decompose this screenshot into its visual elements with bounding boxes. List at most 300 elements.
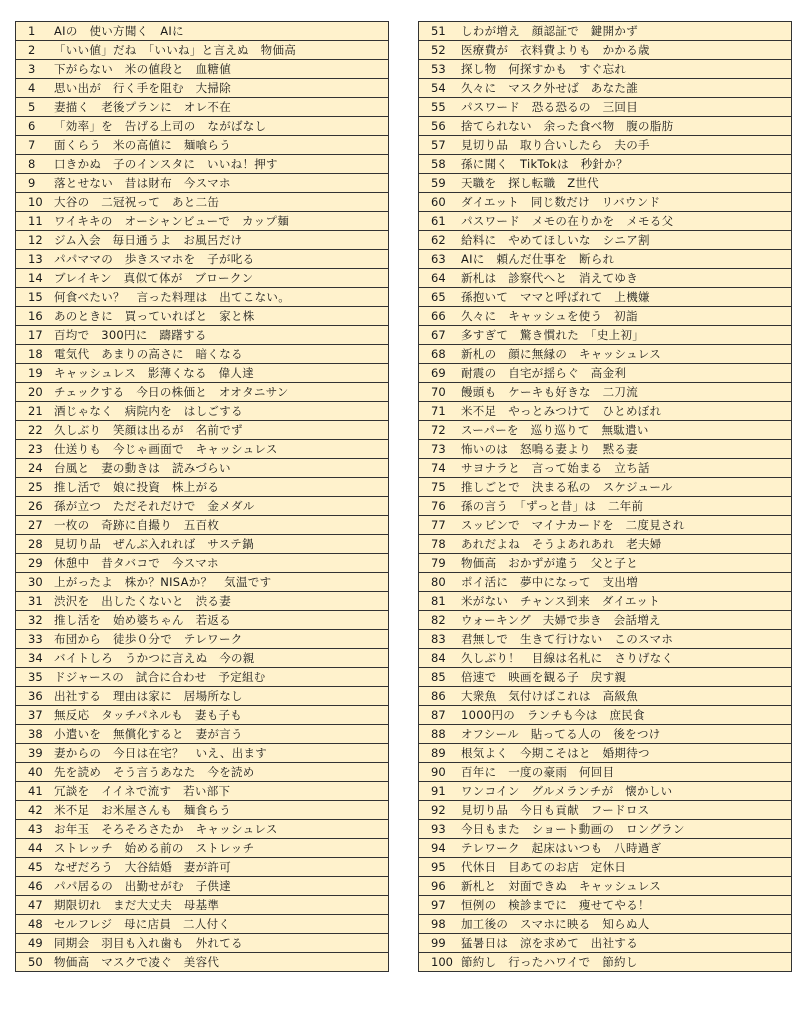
- table-row: [419, 649, 791, 668]
- row-number: 53: [431, 62, 446, 76]
- table-row: [419, 79, 791, 98]
- table-row: [16, 725, 388, 744]
- senryu-text: 新札は 診察代へと 消えてゆき: [461, 271, 638, 285]
- row-number: 24: [28, 461, 43, 475]
- row-number: 46: [28, 879, 43, 893]
- senryu-text: 同期会 羽目も入れ歯も 外れてる: [54, 936, 243, 950]
- senryu-text: 根気よく 今期こそはと 婚期待つ: [461, 746, 650, 760]
- row-number: 92: [431, 803, 446, 817]
- row-number: 3: [28, 62, 36, 76]
- table-row: [419, 326, 791, 345]
- row-number: 16: [28, 309, 43, 323]
- row-number: 32: [28, 613, 43, 627]
- senryu-text: 孫の言う 「ずっと昔」は 二年前: [461, 499, 644, 513]
- row-number: 84: [431, 651, 446, 665]
- table-row: [16, 706, 388, 725]
- table-row: [419, 98, 791, 117]
- table-row: [419, 212, 791, 231]
- table-row: [419, 839, 791, 858]
- senryu-text: 天職を 探し転職 Z世代: [461, 176, 599, 190]
- table-row: [16, 573, 388, 592]
- row-number: 17: [28, 328, 43, 342]
- senryu-text: 大谷の 二冠祝って あと二缶: [54, 195, 220, 209]
- table-row: [419, 535, 791, 554]
- senryu-text: 給料に やめてほしいな シニア割: [461, 233, 650, 247]
- table-row: [16, 782, 388, 801]
- row-number: 79: [431, 556, 446, 570]
- row-number: 66: [431, 309, 446, 323]
- table-row: [419, 136, 791, 155]
- table-row: [16, 117, 388, 136]
- table-row: [16, 79, 388, 98]
- row-number: 54: [431, 81, 446, 95]
- row-number: 83: [431, 632, 446, 646]
- senryu-text: 物価高 マスクで凌ぐ 美容代: [54, 955, 220, 969]
- senryu-text: 下がらない 米の値段と 血糖値: [54, 62, 231, 76]
- row-number: 22: [28, 423, 43, 437]
- row-number: 39: [28, 746, 43, 760]
- row-number: 31: [28, 594, 43, 608]
- row-number: 14: [28, 271, 43, 285]
- row-number: 65: [431, 290, 446, 304]
- senryu-text: 「いい値」だね 「いいね」と言えぬ 物価高: [54, 43, 297, 57]
- table-row: [16, 288, 388, 307]
- senryu-text: 多すぎて 驚き慣れた 「史上初」: [461, 328, 645, 342]
- table-row: [419, 934, 791, 953]
- senryu-text: テレワーク 起床はいつも 八時過ぎ: [461, 841, 662, 855]
- table-row: [16, 421, 388, 440]
- senryu-text: 布団から 徒歩０分で テレワーク: [54, 632, 243, 646]
- row-number: 9: [28, 176, 36, 190]
- table-row: [419, 915, 791, 934]
- senryu-text: 推しごとで 決まる私の スケジュール: [461, 480, 673, 494]
- row-number: 71: [431, 404, 446, 418]
- row-number: 12: [28, 233, 43, 247]
- table-row: [16, 269, 388, 288]
- row-number: 25: [28, 480, 43, 494]
- table-row: [16, 174, 388, 193]
- senryu-text: オフシール 貼ってる人の 後をつけ: [461, 727, 661, 741]
- row-number: 8: [28, 157, 36, 171]
- row-number: 10: [28, 195, 43, 209]
- row-number: 20: [28, 385, 43, 399]
- senryu-text: 孫が立つ ただそれだけで 金メダル: [54, 499, 255, 513]
- table-row: [16, 402, 388, 421]
- senryu-text: 捨てられない 余った食べ物 腹の脂肪: [461, 119, 674, 133]
- row-number: 68: [431, 347, 446, 361]
- table-row: [419, 858, 791, 877]
- senryu-text: 先を読め そう言うあなた 今を読め: [54, 765, 255, 779]
- row-number: 87: [431, 708, 446, 722]
- table-row: [419, 231, 791, 250]
- table-left-column: [15, 21, 389, 972]
- row-number: 37: [28, 708, 43, 722]
- table-row: [419, 554, 791, 573]
- row-number: 40: [28, 765, 43, 779]
- senryu-text: 妻からの 今日は在宅？ いえ、出ます: [54, 746, 268, 760]
- senryu-text: 口きかぬ 子のインスタに いいね！押す: [54, 157, 278, 171]
- row-number: 27: [28, 518, 43, 532]
- row-number: 56: [431, 119, 446, 133]
- senryu-text: 仕送りも 今じゃ画面で キャッシュレス: [54, 442, 278, 456]
- row-number: 73: [431, 442, 446, 456]
- senryu-text: 久しぶり！ 目線は名札に さりげなく: [461, 651, 674, 665]
- row-number: 41: [28, 784, 43, 798]
- senryu-text: 饅頭も ケーキも好きな 二刀流: [461, 385, 638, 399]
- senryu-text: 猛暑日は 涼を求めて 出社する: [461, 936, 638, 950]
- senryu-text: 冗談を イイネで流す 若い部下: [54, 784, 231, 798]
- senryu-text: 医療費が 衣料費よりも かかる歳: [461, 43, 650, 57]
- table-row: [419, 155, 791, 174]
- senryu-text: セルフレジ 母に店員 二人付く: [54, 917, 231, 931]
- row-number: 88: [431, 727, 446, 741]
- senryu-text: 米がない チャンス到来 ダイエット: [461, 594, 660, 608]
- table-row: [419, 193, 791, 212]
- table-row: [419, 877, 791, 896]
- senryu-text: 君無しで 生きて行けない このスマホ: [461, 632, 674, 646]
- table-row: [16, 820, 388, 839]
- senryu-text: 孫に聞く TikTokは 秒針か？: [461, 157, 628, 171]
- row-number: 30: [28, 575, 43, 589]
- row-number: 85: [431, 670, 446, 684]
- row-number: 76: [431, 499, 446, 513]
- table-row: [16, 383, 388, 402]
- row-number: 7: [28, 138, 36, 152]
- row-number: 26: [28, 499, 43, 513]
- table-row: [16, 858, 388, 877]
- table-row: [16, 345, 388, 364]
- row-number: 36: [28, 689, 43, 703]
- senryu-text: サヨナラと 言って始まる 立ち話: [461, 461, 650, 475]
- row-number: 80: [431, 575, 446, 589]
- senryu-text: 新札と 対面できぬ キャッシュレス: [461, 879, 662, 893]
- senryu-text: 物価高 おかずが違う 父と子と: [461, 556, 638, 570]
- table-row: [16, 630, 388, 649]
- row-number: 67: [431, 328, 446, 342]
- senryu-text: ストレッチ 始める前の ストレッチ: [54, 841, 255, 855]
- table-row: [419, 668, 791, 687]
- table-row: [419, 478, 791, 497]
- row-number: 69: [431, 366, 446, 380]
- table-row: [16, 915, 388, 934]
- senryu-text: スッピンで マイナカードを 二度見され: [461, 518, 685, 532]
- row-number: 29: [28, 556, 43, 570]
- table-row: [419, 782, 791, 801]
- table-row: [419, 174, 791, 193]
- senryu-text: ブレイキン 真似て体が ブロークン: [54, 271, 254, 285]
- table-row: [419, 592, 791, 611]
- senryu-text: ドジャースの 試合に合わせ 予定組む: [54, 670, 266, 684]
- senryu-text: 推し活を 始め婆ちゃん 若返る: [54, 613, 231, 627]
- table-row: [16, 60, 388, 79]
- table-row: [419, 573, 791, 592]
- table-row: [16, 22, 388, 41]
- table-row: [16, 307, 388, 326]
- senryu-text: ダイエット 同じ数だけ リバウンド: [461, 195, 661, 209]
- table-row: [16, 896, 388, 915]
- row-number: 4: [28, 81, 36, 95]
- row-number: 18: [28, 347, 43, 361]
- table-row: [419, 763, 791, 782]
- row-number: 57: [431, 138, 446, 152]
- senryu-text: 孫抱いて ママと呼ばれて 上機嫌: [461, 290, 650, 304]
- row-number: 61: [431, 214, 446, 228]
- row-number: 94: [431, 841, 446, 855]
- table-row: [419, 117, 791, 136]
- table-row: [16, 193, 388, 212]
- senryu-text: バイトしろ うかつに言えぬ 今の親: [54, 651, 255, 665]
- senryu-text: 加工後の スマホに映る 知らぬ人: [461, 917, 650, 931]
- table-row: [419, 269, 791, 288]
- row-number: 96: [431, 879, 446, 893]
- table-row: [419, 41, 791, 60]
- senryu-text: ワンコイン グルメランチが 懐かしい: [461, 784, 673, 798]
- row-number: 98: [431, 917, 446, 931]
- table-row: [419, 459, 791, 478]
- row-number: 91: [431, 784, 446, 798]
- table-row: [16, 459, 388, 478]
- row-number: 2: [28, 43, 36, 57]
- row-number: 99: [431, 936, 446, 950]
- senryu-text: ジム入会 毎日通うよ お風呂だけ: [54, 233, 243, 247]
- senryu-text: 米不足 やっとみつけて ひとめぼれ: [461, 404, 662, 418]
- senryu-text: 上がったよ 株か？NISAか？ 気温です: [54, 575, 272, 589]
- table-row: [16, 98, 388, 117]
- row-number: 13: [28, 252, 43, 266]
- table-row: [419, 60, 791, 79]
- senryu-text: 久しぶり 笑顔は出るが 名前でず: [54, 423, 243, 437]
- row-number: 90: [431, 765, 446, 779]
- senryu-text: パパママの 歩きスマホを 子が叱る: [54, 252, 255, 266]
- senryu-text: 電気代 あまりの高さに 暗くなる: [54, 347, 243, 361]
- row-number: 97: [431, 898, 446, 912]
- table-row: [419, 421, 791, 440]
- senryu-text: ポイ活に 夢中になって 支出増: [461, 575, 638, 589]
- senryu-text: 恒例の 検診までに 痩せてやる！: [461, 898, 650, 912]
- table-row: [16, 934, 388, 953]
- row-number: 48: [28, 917, 43, 931]
- row-number: 38: [28, 727, 43, 741]
- table-row: [16, 535, 388, 554]
- table-row: [419, 744, 791, 763]
- row-number: 59: [431, 176, 446, 190]
- senryu-text: しわが増え 顔認証で 鍵開かず: [461, 24, 638, 38]
- row-number: 74: [431, 461, 446, 475]
- senryu-text: 推し活で 娘に投資 株上がる: [54, 480, 220, 494]
- row-number: 6: [28, 119, 36, 133]
- table-row: [16, 554, 388, 573]
- table-row: [419, 516, 791, 535]
- row-number: 63: [431, 252, 446, 266]
- senryu-text: 落とせない 昔は財布 今スマホ: [54, 176, 231, 190]
- table-row: [16, 136, 388, 155]
- senryu-text: 渋沢を 出したくないと 渋る妻: [54, 594, 231, 608]
- senryu-text: 一枚の 奇跡に自撮り 五百枚: [54, 518, 220, 532]
- senryu-text: 期限切れ まだ大丈夫 母基準: [54, 898, 220, 912]
- senryu-text: 見切り品 ぜんぶ入れれば サステ鍋: [54, 537, 254, 551]
- row-number: 45: [28, 860, 43, 874]
- senryu-text: あのときに 買っていればと 家と株: [54, 309, 255, 323]
- senryu-text: 1000円の ランチも今は 庶民食: [461, 708, 645, 722]
- senryu-text: 倍速で 映画を観る子 戻す親: [461, 670, 627, 684]
- row-number: 78: [431, 537, 446, 551]
- table-row: [419, 630, 791, 649]
- senryu-text: スーパーを 巡り巡りて 無駄遣い: [461, 423, 649, 437]
- row-number: 70: [431, 385, 446, 399]
- row-number: 35: [28, 670, 43, 684]
- table-row: [419, 440, 791, 459]
- row-number: 44: [28, 841, 43, 855]
- table-row: [419, 22, 791, 41]
- senryu-text: 米不足 お米屋さんも 麺食らう: [54, 803, 231, 817]
- row-number: 49: [28, 936, 43, 950]
- row-number: 93: [431, 822, 446, 836]
- table-row: [419, 611, 791, 630]
- row-number: 77: [431, 518, 446, 532]
- row-number: 86: [431, 689, 446, 703]
- table-row: [16, 497, 388, 516]
- senryu-text: 探し物 何探すかも すぐ忘れ: [461, 62, 627, 76]
- row-number: 75: [431, 480, 446, 494]
- senryu-text: 見切り品 今日も貢献 フードロス: [461, 803, 650, 817]
- row-number: 82: [431, 613, 446, 627]
- table-row: [419, 383, 791, 402]
- senryu-text: AIの 使い方聞く AIに: [54, 24, 184, 38]
- senryu-text: 面くらう 米の高値に 麺喰らう: [54, 138, 231, 152]
- senryu-text: キャッシュレス 影薄くなる 偉人達: [54, 366, 255, 380]
- table-row: [16, 364, 388, 383]
- senryu-text: 今日もまた ショート動画の ロングラン: [461, 822, 685, 836]
- senryu-text: 新札の 顔に無縁の キャッシュレス: [461, 347, 662, 361]
- table-row: [16, 744, 388, 763]
- senryu-text: 節約し 行ったハワイで 節約し: [461, 955, 638, 969]
- table-row: [419, 725, 791, 744]
- senryu-text: チェックする 今日の株価と オオタニサン: [54, 385, 289, 399]
- row-number: 11: [28, 214, 43, 228]
- table-row: [16, 440, 388, 459]
- senryu-text: 見切り品 取り合いしたら 夫の手: [461, 138, 650, 152]
- table-row: [16, 649, 388, 668]
- senryu-text: 久々に マスク外せば あなた誰: [461, 81, 638, 95]
- senryu-text: 妻描く 老後プランに オレ不在: [54, 100, 231, 114]
- table-row: [16, 839, 388, 858]
- table-row: [419, 307, 791, 326]
- table-row: [419, 953, 791, 972]
- row-number: 5: [28, 100, 36, 114]
- row-number: 55: [431, 100, 446, 114]
- senryu-text: AIに 頼んだ仕事を 断られ: [461, 252, 615, 266]
- row-number: 34: [28, 651, 43, 665]
- senryu-text: 酒じゃなく 病院内を はしごする: [54, 404, 243, 418]
- row-number: 47: [28, 898, 43, 912]
- senryu-text: パスワード 恐る恐るの 三回目: [461, 100, 638, 114]
- senryu-text: 小遣いを 無償化すると 妻が言う: [54, 727, 243, 741]
- row-number: 19: [28, 366, 43, 380]
- table-row: [16, 763, 388, 782]
- row-number: 52: [431, 43, 446, 57]
- row-number: 15: [28, 290, 43, 304]
- row-number: 21: [28, 404, 43, 418]
- table-row: [16, 953, 388, 972]
- row-number: 72: [431, 423, 446, 437]
- row-number: 81: [431, 594, 446, 608]
- senryu-text: ウォーキング 夫婦で歩き 会話増え: [461, 613, 661, 627]
- senryu-text: 出社する 理由は家に 居場所なし: [54, 689, 243, 703]
- row-number: 23: [28, 442, 43, 456]
- row-number: 95: [431, 860, 446, 874]
- row-number: 64: [431, 271, 446, 285]
- senryu-text: 耐震の 自宅が揺らぐ 高金利: [461, 366, 627, 380]
- table-row: [16, 212, 388, 231]
- table-row: [419, 820, 791, 839]
- senryu-text: パパ居るの 出勤せがむ 子供達: [54, 879, 231, 893]
- senryu-text: パスワード メモの在りかを メモる父: [461, 214, 674, 228]
- row-number: 42: [28, 803, 43, 817]
- table-row: [419, 345, 791, 364]
- senryu-text: 怖いのは 怒鳴る妻より 黙る妻: [461, 442, 638, 456]
- senryu-text: 「効率」を 告げる上司の ながばなし: [54, 119, 267, 133]
- senryu-text: 何食べたい？ 言った料理は 出てこない。: [54, 290, 290, 304]
- table-row: [16, 592, 388, 611]
- row-number: 43: [28, 822, 43, 836]
- senryu-text: なぜだろう 大谷結婚 妻が許可: [54, 860, 231, 874]
- table-row: [419, 706, 791, 725]
- row-number: 89: [431, 746, 446, 760]
- senryu-text: お年玉 そろそろさたか キャッシュレス: [54, 822, 278, 836]
- row-number: 51: [431, 24, 446, 38]
- senryu-text: 台風と 妻の動きは 読みづらい: [54, 461, 231, 475]
- senryu-text: 無反応 タッチパネルも 妻も子も: [54, 708, 243, 722]
- row-number: 33: [28, 632, 43, 646]
- senryu-text: 久々に キャッシュを使う 初詣: [461, 309, 638, 323]
- table-right-column: [418, 21, 792, 972]
- table-row: [16, 516, 388, 535]
- senryu-text: あれだよね そうよあれあれ 老夫婦: [461, 537, 662, 551]
- table-row: [419, 402, 791, 421]
- table-row: [419, 364, 791, 383]
- table-row: [16, 231, 388, 250]
- senryu-text: ワイキキの オーシャンビューで カップ麺: [54, 214, 290, 228]
- table-row: [16, 326, 388, 345]
- table-row: [16, 877, 388, 896]
- row-number: 50: [28, 955, 43, 969]
- row-number: 58: [431, 157, 446, 171]
- table-row: [419, 801, 791, 820]
- table-row: [16, 155, 388, 174]
- senryu-text: 大衆魚 気付けばこれは 高級魚: [461, 689, 638, 703]
- table-row: [419, 288, 791, 307]
- row-number: 28: [28, 537, 43, 551]
- table-row: [16, 801, 388, 820]
- table-row: [419, 497, 791, 516]
- table-row: [419, 687, 791, 706]
- table-row: [16, 611, 388, 630]
- senryu-text: 休憩中 昔タバコで 今スマホ: [54, 556, 219, 570]
- table-row: [16, 687, 388, 706]
- table-row: [419, 250, 791, 269]
- table-row: [16, 668, 388, 687]
- row-number: 62: [431, 233, 446, 247]
- senryu-text: 思い出が 行く手を阻む 大掃除: [54, 81, 231, 95]
- table-row: [16, 41, 388, 60]
- table-row: [16, 478, 388, 497]
- senryu-text: 百年に 一度の豪雨 何回目: [461, 765, 615, 779]
- table-row: [16, 250, 388, 269]
- table-row: [419, 896, 791, 915]
- senryu-text: 代休日 目あてのお店 定休日: [461, 860, 627, 874]
- row-number: 1: [28, 24, 36, 38]
- row-number: 60: [431, 195, 446, 209]
